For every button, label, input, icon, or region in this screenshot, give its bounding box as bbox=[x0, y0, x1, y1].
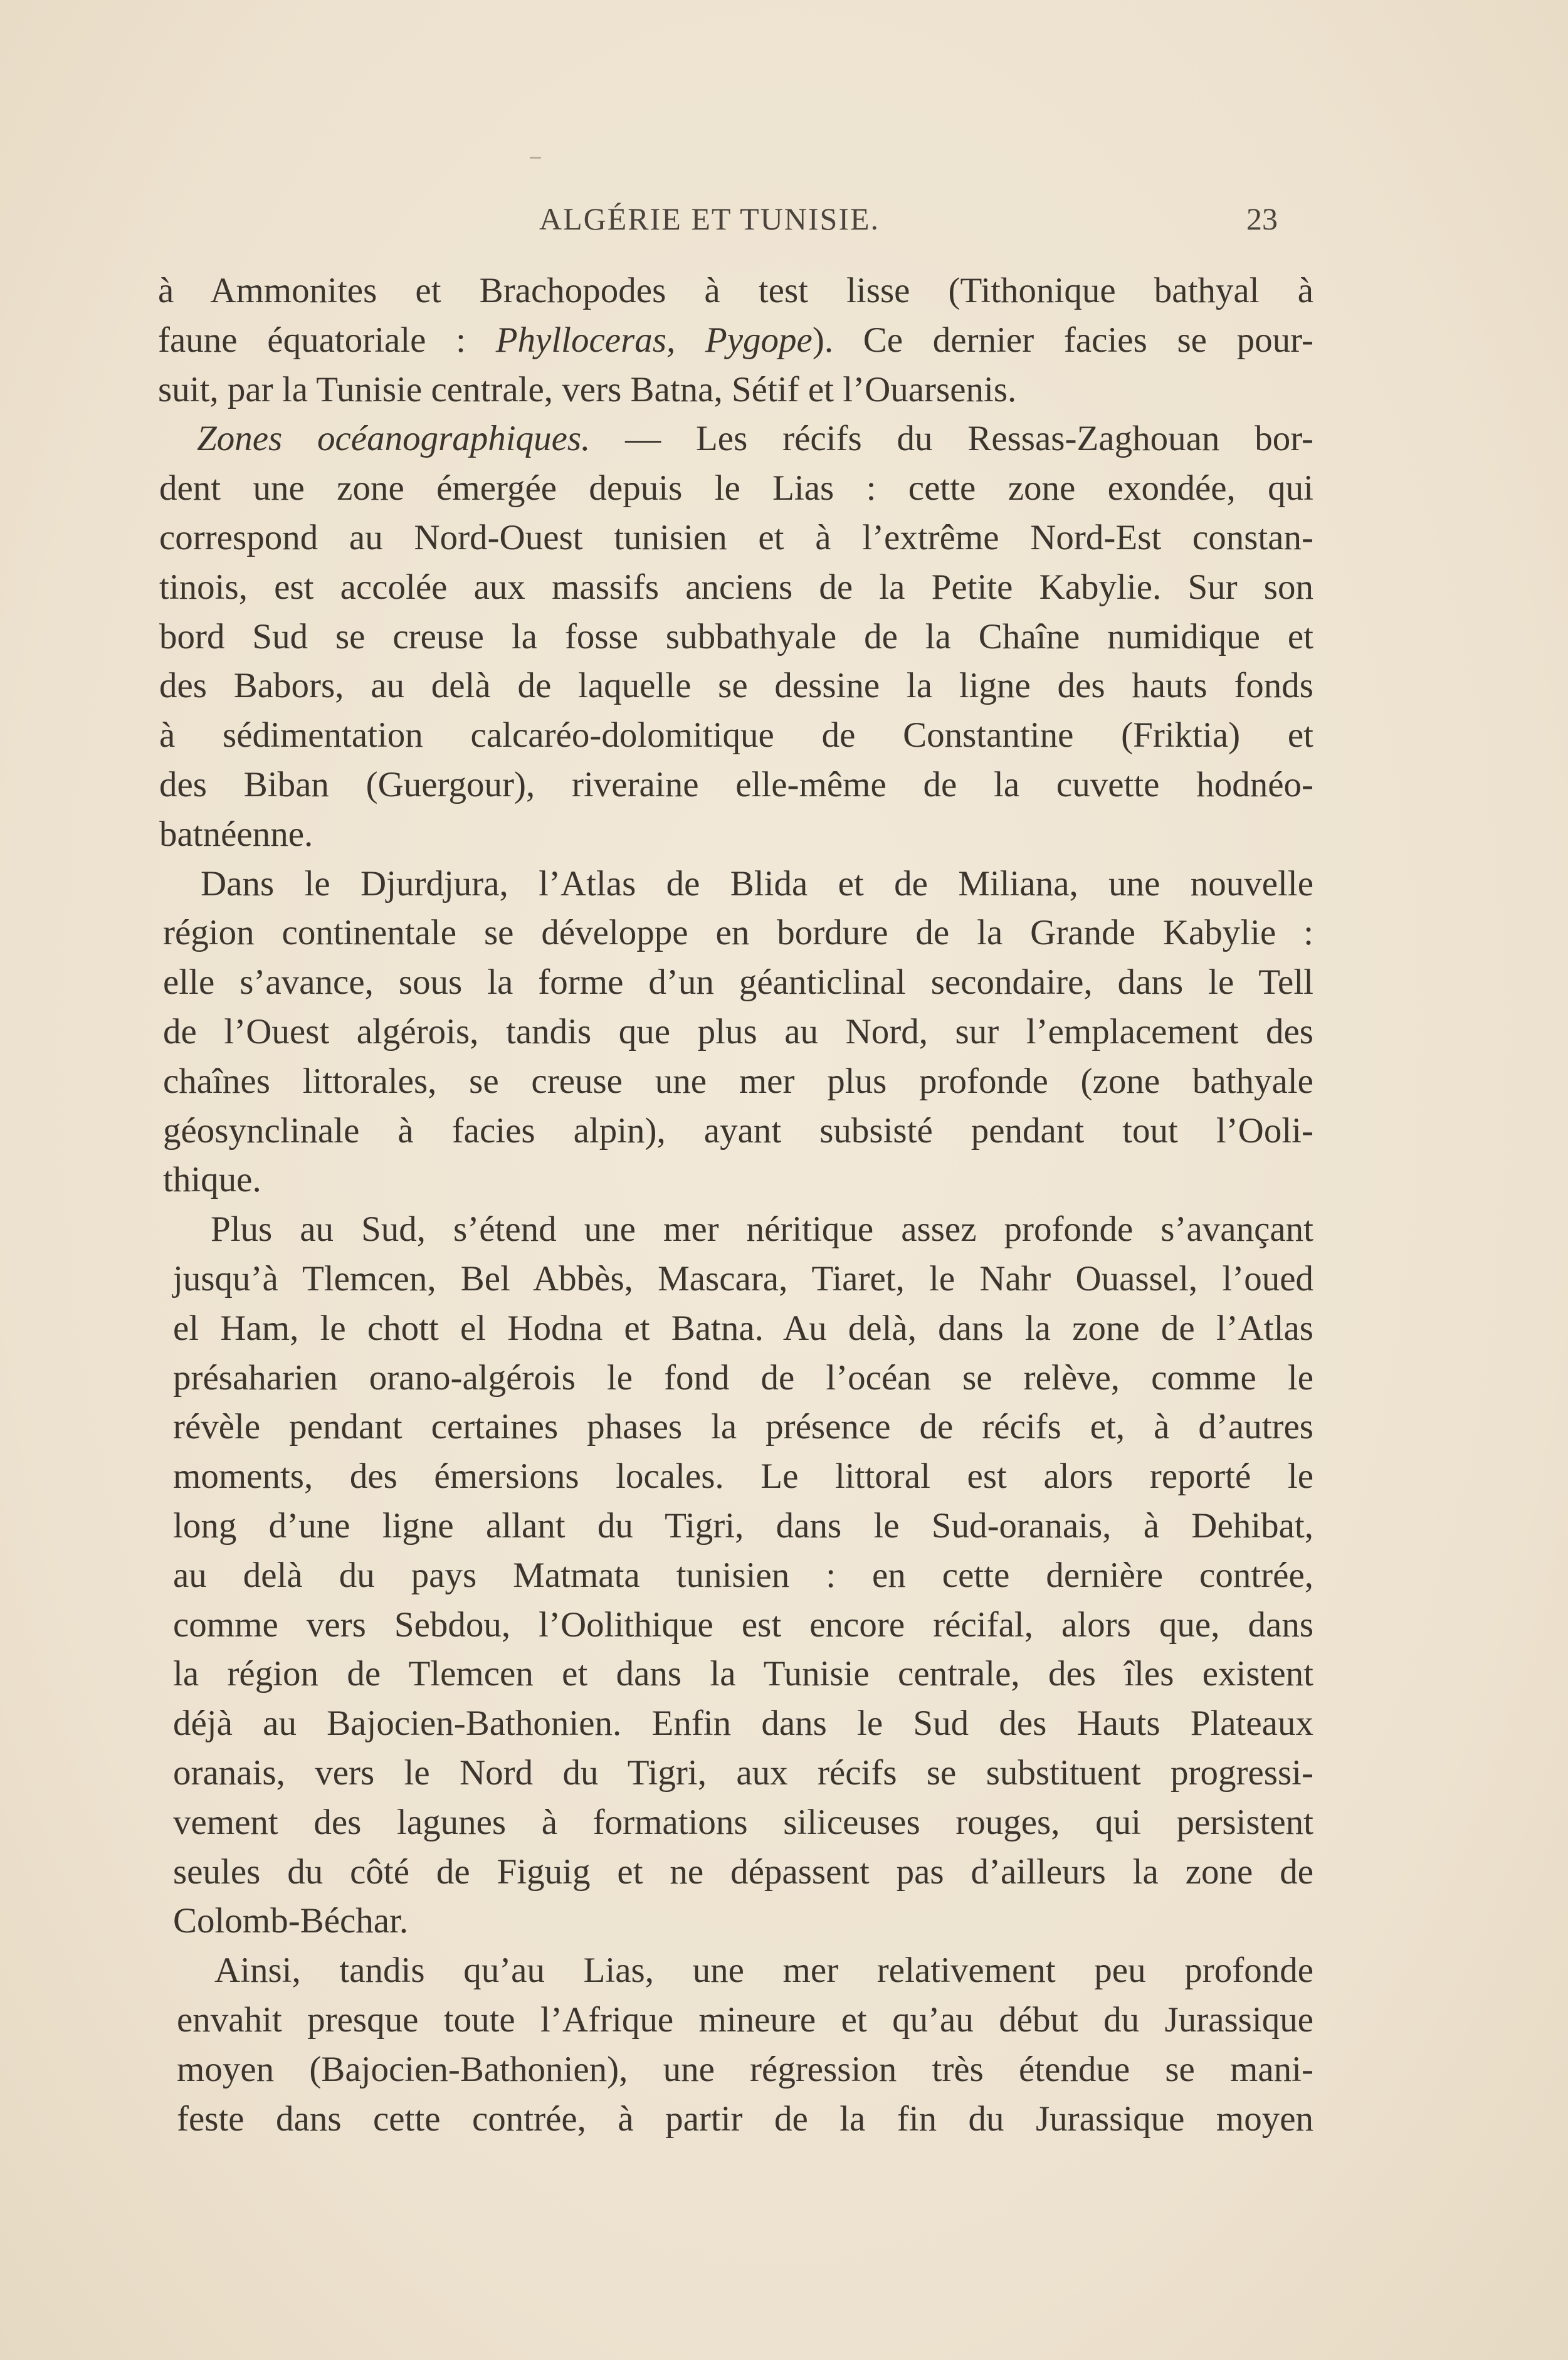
text-line bbox=[197, 414, 1313, 463]
text-line bbox=[159, 710, 1313, 760]
text-segment: correspond au Nord-Ouest tunisien et à l’extrême Nord-Est constan- bbox=[159, 518, 1313, 557]
italic-text: Phylloceras, Pygope bbox=[495, 320, 813, 360]
text-segment: el Ham, le chott el Hodna et Batna. Au delà, dans la zone de l’Atlas bbox=[173, 1308, 1313, 1348]
italic-text: Zones océanographiques. bbox=[197, 419, 591, 459]
text-line bbox=[173, 1551, 1313, 1600]
text-line bbox=[173, 1254, 1313, 1304]
text-segment: suit, par la Tunisie centrale, vers Batna, Sétif et l’Ouarsenis. bbox=[158, 369, 1017, 409]
text-segment: batnéenne. bbox=[159, 814, 313, 854]
text-line bbox=[163, 1106, 1313, 1156]
text-line bbox=[159, 809, 1313, 859]
text-segment: des Biban (Guergour), riveraine elle-même de la cuvette hodnéo- bbox=[159, 765, 1313, 804]
text-segment: — Les récifs du Ressas-Zaghouan bor- bbox=[590, 419, 1314, 459]
text-line bbox=[173, 1353, 1313, 1403]
text-segment: bord Sud se creuse la fosse subbathyale de la Chaîne numidique et bbox=[159, 616, 1313, 656]
text-segment: Dans le Djurdjura, l’Atlas de Blida et de Miliana, une nouvelle bbox=[201, 863, 1313, 903]
text-line bbox=[214, 1946, 1313, 1995]
running-head-title: ALGÉRIE ET TUNISIE. bbox=[539, 201, 880, 236]
scan-mark bbox=[530, 157, 541, 159]
text-line bbox=[163, 1056, 1313, 1106]
text-segment: feste dans cette contrée, à partir de la fin du Jurassique moyen bbox=[177, 2099, 1313, 2139]
text-segment: elle s’avance, sous la forme d’un géanticlinal secondaire, dans le Tell bbox=[163, 962, 1313, 1003]
text-segment: dent une zone émergée depuis le Lias : cette zone exondée, qui bbox=[159, 468, 1313, 508]
text-line bbox=[211, 1204, 1313, 1254]
text-line bbox=[173, 1896, 1313, 1946]
text-segment: faune équatoriale : bbox=[158, 320, 496, 360]
text-segment: région continentale se développe en bordure de la Grande Kabylie : bbox=[163, 913, 1313, 953]
text-line bbox=[173, 1649, 1313, 1699]
text-line bbox=[163, 908, 1313, 957]
running-head bbox=[0, 201, 1568, 245]
text-segment: jusqu’à Tlemcen, Bel Abbès, Mascara, Tiaret, le Nahr Ouassel, l’oued bbox=[173, 1259, 1313, 1299]
text-segment: géosynclinale à facies alpin), ayant subsisté pendant tout l’Ooli- bbox=[163, 1110, 1313, 1151]
page-number: 23 bbox=[1246, 201, 1278, 236]
text-line bbox=[159, 513, 1313, 562]
text-line bbox=[173, 1847, 1313, 1897]
text-line bbox=[173, 1451, 1313, 1501]
text-line bbox=[177, 2045, 1313, 2094]
text-line bbox=[163, 1007, 1313, 1056]
text-segment: oranais, vers le Nord du Tigri, aux récifs se substituent progressi- bbox=[173, 1753, 1313, 1793]
text-segment: chaînes littorales, se creuse une mer plus profonde (zone bathyale bbox=[163, 1061, 1313, 1101]
text-line bbox=[173, 1748, 1313, 1798]
text-line bbox=[158, 266, 1313, 315]
text-segment: Ainsi, tandis qu’au Lias, une mer relativement peu profonde bbox=[214, 1951, 1313, 1991]
text-line bbox=[159, 661, 1313, 710]
text-line bbox=[163, 957, 1313, 1007]
text-segment: long d’une ligne allant du Tigri, dans le Sud-oranais, à Dehibat, bbox=[173, 1506, 1313, 1546]
text-segment: thique. bbox=[163, 1160, 261, 1200]
text-segment: de l’Ouest algérois, tandis que plus au Nord, sur l’emplacement des bbox=[163, 1012, 1313, 1051]
text-line bbox=[158, 315, 1313, 365]
text-segment: vement des lagunes à formations siliceuses rouges, qui persistent bbox=[173, 1802, 1313, 1842]
text-segment: moments, des émersions locales. Le littoral est alors reporté le bbox=[173, 1457, 1313, 1497]
text-line bbox=[163, 1155, 1313, 1204]
text-line bbox=[201, 859, 1313, 909]
text-segment: à sédimentation calcaréo-dolomitique de Constantine (Friktia) et bbox=[159, 715, 1313, 756]
text-line bbox=[177, 1995, 1313, 2045]
text-segment: ). Ce dernier facies se pour- bbox=[812, 320, 1313, 360]
text-segment: seules du côté de Figuig et ne dépassent pas d’ailleurs la zone de bbox=[173, 1852, 1313, 1892]
text-segment: à Ammonites et Brachopodes à test lisse (Tithonique bathyal à bbox=[158, 271, 1313, 310]
text-segment: Plus au Sud, s’étend une mer néritique assez profonde s’avançant bbox=[211, 1209, 1313, 1250]
text-line bbox=[173, 1402, 1313, 1451]
text-segment: Colomb-Béchar. bbox=[173, 1901, 409, 1941]
text-line bbox=[159, 463, 1313, 513]
text-segment: tinois, est accolée aux massifs anciens de la Petite Kabylie. Sur son bbox=[159, 567, 1313, 607]
text-segment: des Babors, au delà de laquelle se dessine la ligne des hauts fonds bbox=[159, 666, 1313, 706]
text-segment: envahit presque toute l’Afrique mineure et qu’au début du Jurassique bbox=[177, 2000, 1313, 2040]
text-line bbox=[173, 1600, 1313, 1650]
text-segment: la région de Tlemcen et dans la Tunisie centrale, des îles existent bbox=[173, 1654, 1313, 1694]
text-segment: révèle pendant certaines phases la présence de récifs et, à d’autres bbox=[173, 1407, 1313, 1447]
text-line bbox=[159, 760, 1313, 809]
text-segment: présaharien orano-algérois le fond de l’océan se relève, comme le bbox=[173, 1357, 1313, 1398]
text-segment: déjà au Bajocien-Bathonien. Enfin dans le Sud des Hauts Plateaux bbox=[173, 1704, 1313, 1744]
text-line bbox=[173, 1798, 1313, 1847]
text-line bbox=[173, 1699, 1313, 1748]
text-segment: moyen (Bajocien-Bathonien), une régression très étendue se mani- bbox=[177, 2049, 1313, 2089]
text-line bbox=[159, 612, 1313, 661]
text-line bbox=[173, 1501, 1313, 1551]
text-line bbox=[177, 2094, 1313, 2144]
text-line bbox=[159, 562, 1313, 612]
text-segment: au delà du pays Matmata tunisien : en cette dernière contrée, bbox=[173, 1555, 1313, 1595]
text-line bbox=[173, 1304, 1313, 1353]
text-line bbox=[158, 365, 1313, 414]
text-segment: comme vers Sebdou, l’Oolithique est encore récifal, alors que, dans bbox=[173, 1604, 1313, 1645]
